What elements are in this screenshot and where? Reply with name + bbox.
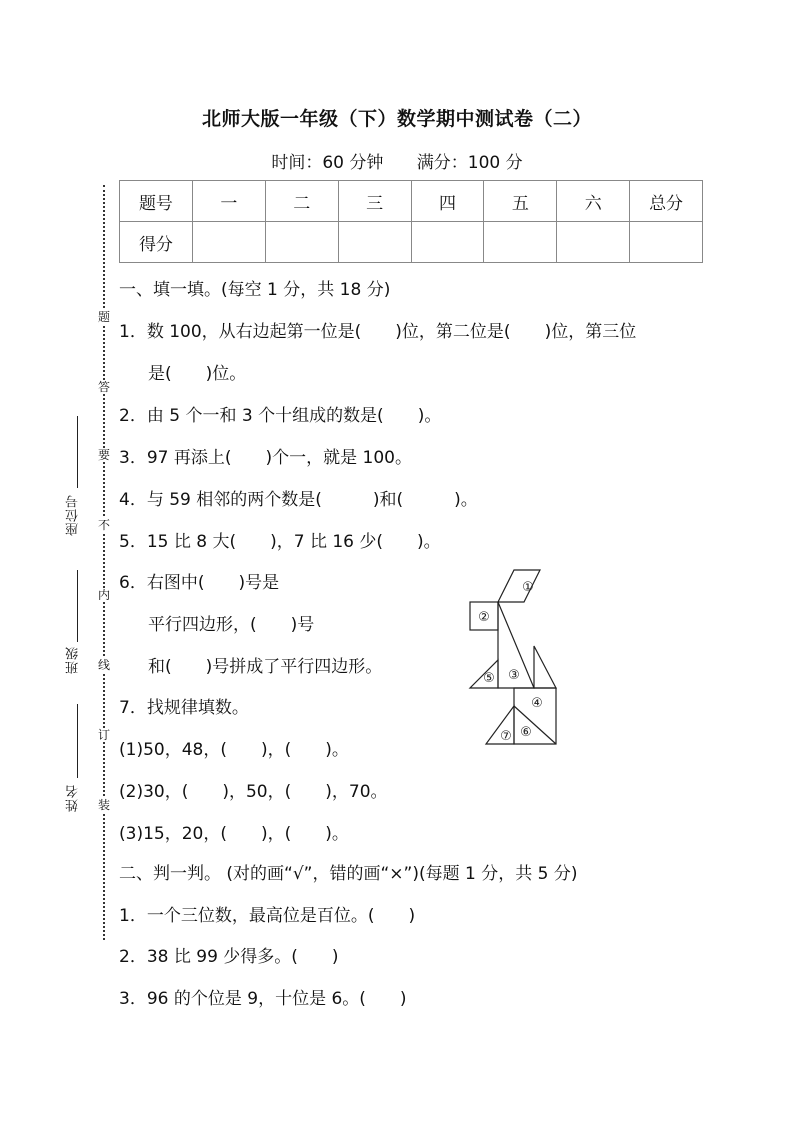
margin-char: 内 [97, 588, 110, 602]
margin-char: 订 [97, 728, 110, 742]
margin-char: 不 [97, 518, 110, 532]
question-6-line1: 6．右图中( )号是 [119, 573, 280, 593]
question-7-3: (3)15，20，( )，( )。 [119, 824, 349, 844]
score-table-header-cell: 四 [411, 181, 484, 222]
score-table-header-cell: 六 [557, 181, 630, 222]
seat-number-line [77, 416, 78, 488]
figure-label-4: ④ [531, 696, 543, 711]
score-table-header-row [120, 181, 703, 222]
exam-score: 满分：100 分 [416, 153, 523, 173]
score-table-header-cell: 一 [192, 181, 265, 222]
exam-info [0, 148, 794, 173]
question-2: 2．由 5 个一和 3 个十组成的数是( )。 [119, 406, 442, 426]
page-title: 北师大版一年级（下）数学期中测试卷（二） [201, 108, 592, 130]
question-3: 3．97 再添上( )个一，就是 100。 [119, 448, 412, 468]
question-5: 5．15 比 8 大( )，7 比 16 少( )。 [119, 532, 441, 552]
seat-number-label: 座位号 [66, 494, 81, 536]
margin-char: 线 [97, 658, 110, 672]
score-table-score-row [120, 222, 703, 263]
score-table-header-cell: 五 [484, 181, 557, 222]
section2-heading: 二、判一判。 (对的画“√”，错的画“×”)(每题 1 分，共 5 分) [119, 864, 578, 884]
question-7-1: (1)50，48，( )，( )。 [119, 740, 349, 760]
figure-label-2: ② [478, 610, 490, 625]
exam-time: 时间：60 分钟 [271, 153, 384, 173]
judge-question-3: 3．96 的个位是 9，十位是 6。( ) [119, 989, 407, 1009]
question-1-line2: 是( )位。 [148, 364, 247, 384]
score-cell[interactable] [630, 222, 703, 263]
score-table-header-cell: 题号 [120, 181, 193, 222]
figure-label-7: ⑦ [500, 729, 512, 744]
judge-question-2: 2．38 比 99 少得多。( ) [119, 947, 339, 967]
class-label: 班级 [66, 646, 81, 674]
question-6-line3: 和( )号拼成了平行四边形。 [148, 657, 383, 677]
figure-label-3: ③ [508, 668, 520, 683]
tangram-figure [468, 568, 558, 748]
question-1-line1: 1．数 100，从右边起第一位是( )位，第二位是( )位，第三位 [119, 322, 637, 342]
score-cell[interactable] [338, 222, 411, 263]
score-table [119, 180, 703, 263]
score-cell[interactable] [411, 222, 484, 263]
score-cell[interactable] [557, 222, 630, 263]
name-line [77, 704, 78, 778]
figure-label-5: ⑤ [483, 671, 495, 686]
section1-heading: 一、填一填。(每空 1 分，共 18 分) [119, 280, 391, 300]
tangram-piece-4-top [534, 646, 556, 688]
score-cell[interactable] [192, 222, 265, 263]
class-line [77, 570, 78, 642]
figure-label-1: ① [522, 580, 534, 595]
question-6-line2: 平行四边形，( )号 [148, 615, 315, 635]
score-table-header-cell: 总分 [630, 181, 703, 222]
margin-char: 答 [97, 380, 110, 394]
binding-dotted-line [103, 185, 105, 940]
judge-question-1: 1．一个三位数，最高位是百位。( ) [119, 906, 416, 926]
margin-char: 要 [97, 448, 110, 462]
margin-char: 装 [97, 798, 110, 812]
score-row-label: 得分 [120, 222, 193, 263]
question-4: 4．与 59 相邻的两个数是( )和( )。 [119, 490, 478, 510]
question-7: 7．找规律填数。 [119, 698, 249, 718]
question-7-2: (2)30，( )，50，( )，70。 [119, 782, 388, 802]
score-cell[interactable] [484, 222, 557, 263]
margin-char: 题 [97, 310, 110, 324]
figure-label-6: ⑥ [520, 725, 532, 740]
name-label: 姓名 [66, 784, 81, 812]
score-table-header-cell: 三 [338, 181, 411, 222]
score-cell[interactable] [265, 222, 338, 263]
score-table-header-cell: 二 [265, 181, 338, 222]
